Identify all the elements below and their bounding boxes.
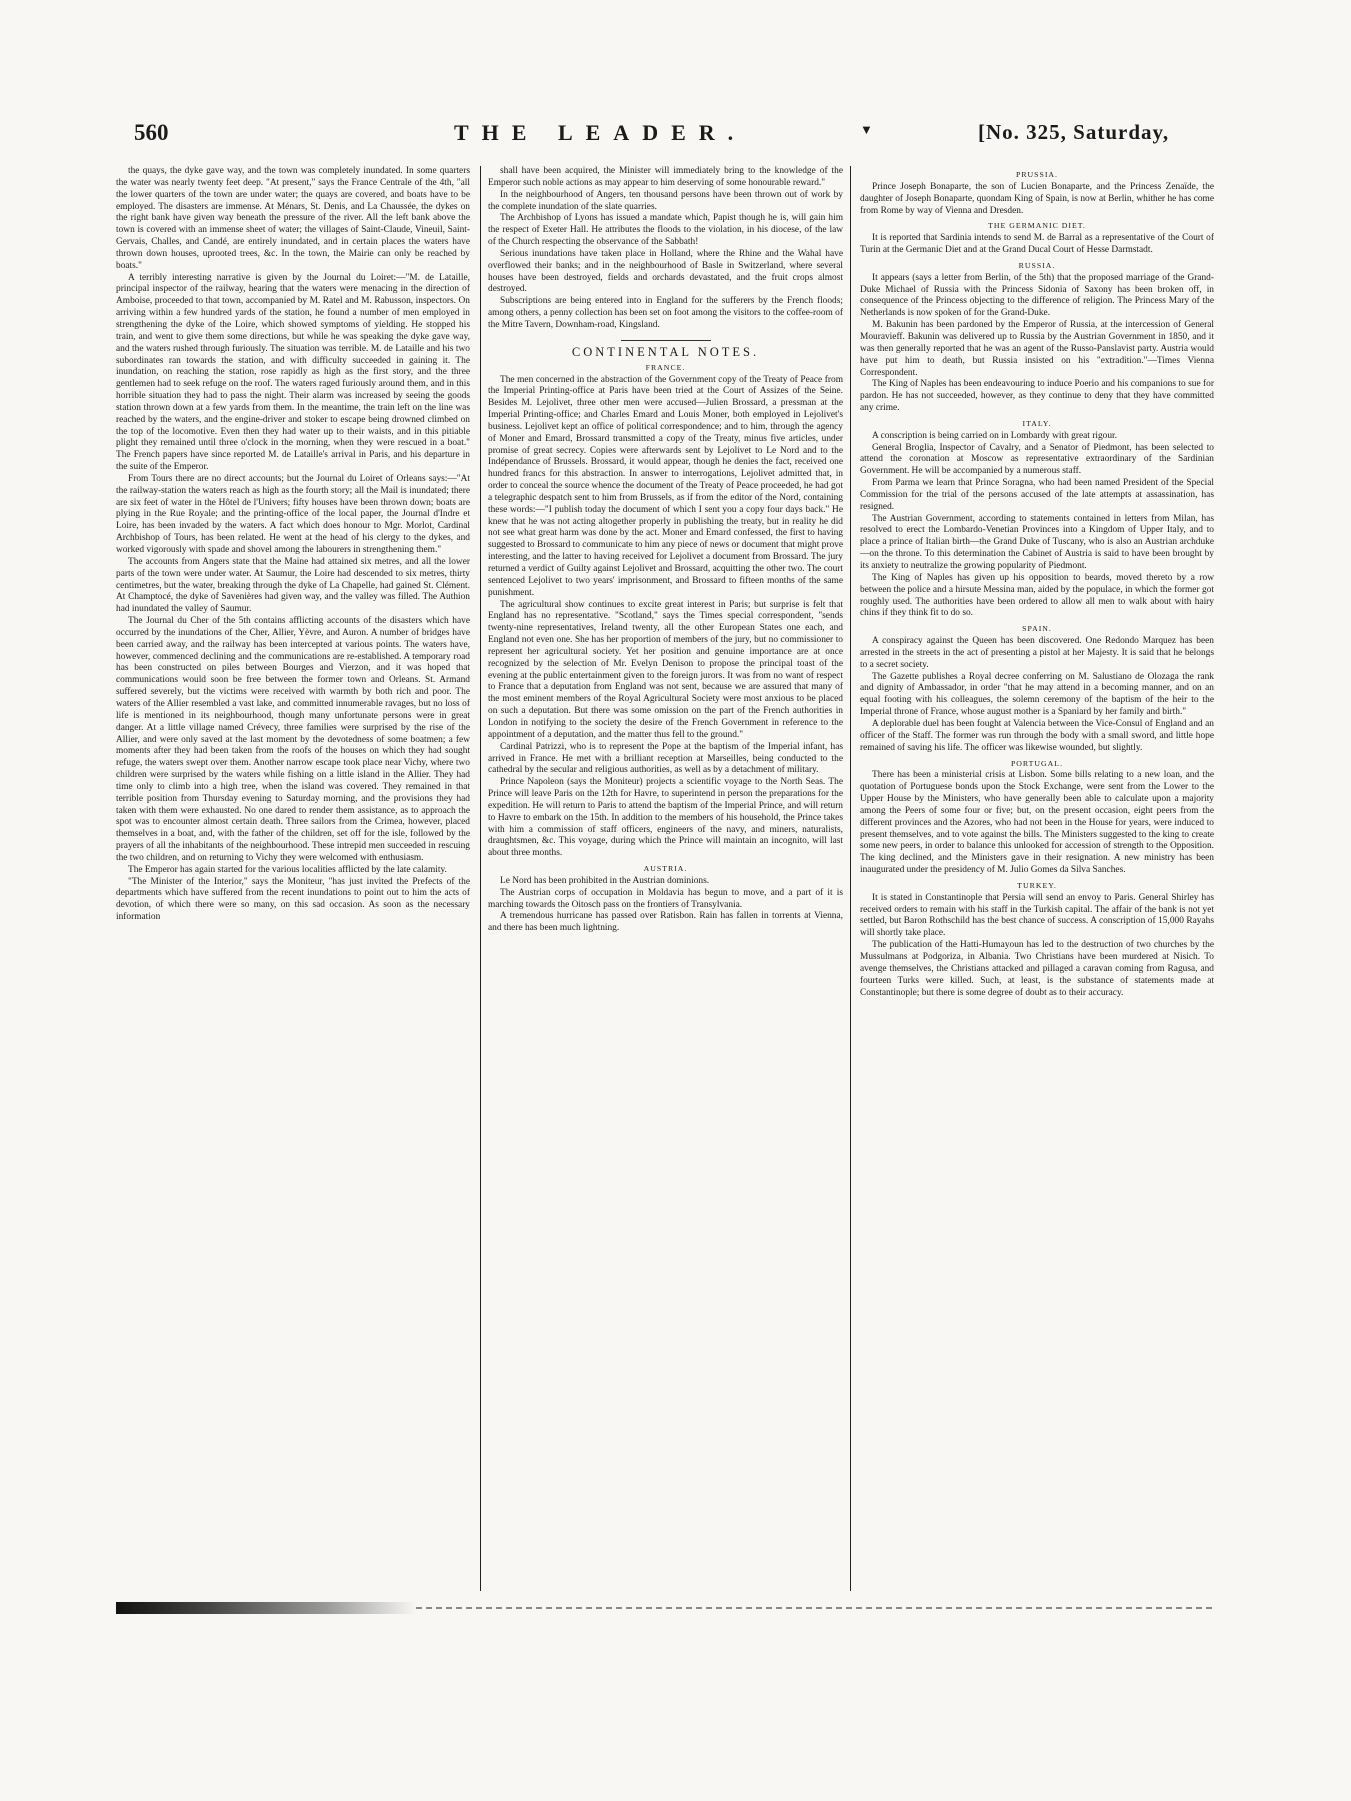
subheading-portugal: PORTUGAL. — [1010, 758, 1064, 768]
inundation-article-continued — [488, 166, 843, 332]
italy-notes — [860, 431, 1214, 621]
ink-mark: ▼ — [860, 122, 873, 137]
column-1 — [116, 166, 470, 1591]
paragraph: There has been a ministerial crisis at Lisbon. Some bills relating to a new loan, and the quotation of Portuguese bonds upon the Stock Exchange, were sent from the Lower to the Upper House by the Ministers, who have generally been able to calculate upon a majority among the Peers of some four or five; but, on the present occasion, eight peers from the different provinces and the Azores, who had not been in the House for years, were induced to present themselves, and to vote against the bills. The Ministers suggested to the king to create some new peers, in order to balance this unlooked for accession of strength to the Opposition. The king declined, and the Ministers gave in their resignation. A new ministry has been inaugurated under the presidency of M. Julio Gomes da Silva Sanches. — [860, 770, 1214, 876]
paragraph: The King of Naples has given up his opposition to beards, moved thereto by a row between the police and a hirsute Messina man, aided by the populace, in which the former got roughly used. The authorities have been ordered to allow all men to walk about with hairy chins if they think fit to do so. — [860, 572, 1214, 619]
section-separator — [621, 340, 711, 341]
prussia-notes — [860, 182, 1214, 218]
paragraph: A tremendous hurricane has passed over Ratisbon. Rain has fallen in torrents at Vienna, and there has been much lightning. — [488, 911, 843, 934]
spain-notes — [860, 636, 1214, 754]
paragraph: It is stated in Constantinople that Persia will send an envoy to Paris. General Shirley has received orders to remain with his staff in the Turkish capital. The affair of the bank is not yet settled, but Baron Rothschild has the best chance of success. A conscription of 15,000 Rayahs will shortly take place. — [860, 892, 1214, 939]
paragraph: The Austrian corps of occupation in Moldavia has begun to move, and a part of it is marching towards the Oitosch pass on the frontiers of Transylvania. — [488, 887, 843, 910]
paragraph: It is reported that Sardinia intends to send M. de Barral as a representative of the Court of Turin at the Germanic Diet and at the Grand Ducal Court of Hesse Darmstadt. — [860, 233, 1214, 256]
paragraph: A terribly interesting narrative is given by the Journal du Loiret:—"M. de Lataille, principal inspector of the railway, hearing that the waters were menacing in the direction of Amboise, proceeded to that town, accompanied by M. Ratel and M. Rabusson, inspectors. On arriving within a few hundred yards of the station, he found a number of men employed in strengthening the dyke of the Loire, which showed symptoms of yielding. He stopped his train, and went to give them some directions, but while he was speaking the dyke gave way, and the waters rushed through furiously. The situation was terrible. M. de Lataille and his two subordinates ran towards the station, and with difficulty succeeded in gaining it. The inundation, on reaching the station, rose rapidly as high as the first story, and the three gentlemen had to seek refuge on the roof. The waters raged furiously around them, and in this horrible situation they had to pass the night. Their alarm was increased by seeing the goods station thrown down at a few yards from them. In the meantime, the train left on the line was reached by the waters, and the engine-driver and stoker to escape being drowned climbed on the top of the locomotive. Even then they had water up to their waists, and in this pitiable plight they remained until three o'clock in the morning, when they were rescued in a boat." The French papers have since reported M. de Lataille's arrival in Paris, and his departure in the suite of the Emperor. — [116, 272, 470, 473]
paragraph: M. Bakunin has been pardoned by the Emperor of Russia, at the intercession of General Mouravieff. Bakunin was delivered up to Russia by the Austrian Government in 1850, and it was then generally reported that he was an agent of the Russo-Panslavist party. Austria would have put him to death, but Russia insisted on his "extradition."—Times Vienna Correspondent. — [860, 320, 1214, 378]
print-smudge — [116, 1598, 1214, 1618]
section-heading: CONTINENTAL NOTES. — [571, 344, 760, 359]
paragraph: The Austrian Government, according to statements contained in letters from Milan, has resolved to erect the Lombardo-Venetian Provinces into a Kingdom of Upper Italy, and to place a prince of Italian birth—the Grand Duke of Tuscany, who is also an Austrian archduke—on the throne. To this determination the Cabinet of Austria is said to have been brought by its anxiety to neutralize the growing popularity of Piedmont. — [860, 513, 1214, 571]
paragraph: The Emperor has again started for the various localities afflicted by the late calamity. — [128, 864, 447, 875]
paragraph: The Archbishop of Lyons has issued a mandate which, Papist though he is, will gain him the respect of Exeter Hall. He attributes the floods to the violation, in his diocese, of the law of the Church respecting the observance of the Sabbath! — [488, 213, 843, 248]
paragraph: Serious inundations have taken place in Holland, where the Rhine and the Wahal have overflowed their banks; and in the neighbourhood of Basle in Switzerland, where several houses have been destroyed, fields and orchards devastated, and the fruit crops almost destroyed. — [488, 248, 843, 295]
paragraph: the quays, the dyke gave way, and the town was completely inundated. In some quarters the water was nearly twenty feet deep. "At present," says the France Centrale of the 4th, "all the lower quarters of the town are under water; the quays are covered, and boats have to be employed. The disasters are immense. At Ménars, St. Denis, and La Chaussée, the dykes on the right bank have given way beneath the pressure of the river. All the left bank above the town is covered with an immense sheet of water; the villages of Saint-Claude, Vineuil, Saint-Gervais, Challes, and Candé, are entirely inundated, and in certain places the waters have thrown down houses, uprooted trees, &c. In the town, the Mairie can only be reached by boats." — [116, 166, 470, 271]
paragraph: Le Nord has been prohibited in the Austrian dominions. — [500, 875, 710, 886]
column-3 — [860, 166, 1214, 1591]
inundation-article — [116, 166, 470, 924]
paragraph: In the neighbourhood of Angers, ten thousand persons have been thrown out of work by the complete inundation of the slate quarries. — [488, 189, 843, 212]
subheading-france: FRANCE. — [645, 362, 686, 372]
paragraph: The agricultural show continues to excite great interest in Paris; but surprise is felt that England has no representative. "Scotland," says the Times special correspondent, "sends twenty-nine representatives, Ireland twenty, all the other European States one each, and England not even one. She has her proportion of members of the jury, but no commissioner to represent her agricultural society. Yet her position and genuine importance are at once recognized by the selection of Mr. Evelyn Denison to propose the principal toast of the evening at the public entertainment given to the foreign jurors. It was from no want of respect to France that a deputation from England was not sent, because we are assured that many of the most eminent members of the Royal Agricultural Society were most anxious to be placed on such a deputation. But there was some omission on the part of the French authorities in London in notifying to the society the desire of the French Government in reference to the appointment of a deputation, and the matter thus fell to the ground." — [488, 599, 843, 740]
paragraph: A conscription is being carried on in Lombardy with great rigour. — [872, 430, 1117, 441]
subheading-spain: SPAIN. — [1022, 624, 1052, 634]
paragraph: Cardinal Patrizzi, who is to represent the Pope at the baptism of the Imperial infant, has arrived in France. He met with a brilliant reception at Marseilles, being conducted to the cathedral by the secular and religious authorities, as well as by a detachment of military. — [488, 741, 843, 776]
paragraph: "The Minister of the Interior," says the Moniteur, "has just invited the Prefects of the departments which have suffered from the recent inundations to point out to him the acts of devotion, of which there were so many, on this sad occasion. As soon as the necessary information — [116, 876, 470, 923]
subheading-turkey: TURKEY. — [1017, 880, 1057, 890]
paragraph: Prince Joseph Bonaparte, the son of Lucien Bonaparte, and the Princess Zenaïde, the daughter of Joseph Bonaparte, quondam King of Spain, is now at Berlin, whither he has come from Rome by way of Vienna and Dresden. — [860, 181, 1214, 216]
newspaper-title: THE LEADER. — [454, 120, 747, 145]
paragraph: The King of Naples has been endeavouring to induce Poerio and his companions to sue for pardon. He has not succeeded, however, as they continue to deny that they have committed any crime. — [860, 379, 1214, 414]
paragraph: The Journal du Cher of the 5th contains afflicting accounts of the disasters which have occurred by the inundations of the Cher, Allier, Yèvre, and Auron. A number of bridges have been carried away, and the railway has been intercepted at various points. The waters have, however, commenced declining and the communications are re-established. A temporary road has been constructed on piles between Bourges and Vierzon, and it was hoped that communications would soon be free between the former town and Orleans. St. Armand suffered severely, but the victims were received with warmth by both rich and poor. The waters of the Allier resembled a vast lake, and committed innumerable ravages, but no loss of life is mentioned in its neighbourhood, though many unfortunate persons were in great danger. At a little village named Crévecy, three families were surprised by the rise of the Allier, and were only saved at the last moment by the devotedness of some boatmen; a few moments after they had been taken from the roofs of the houses on which they had sought refuge, the waters swept over them. Another narrow escape took place near Vichy, where two children were surprised by the waters while fishing on a little island in the Allier. They had time only to climb into a high tree, when the island was covered. They remained in that terrible position from Thursday evening to Saturday morning, and the provisions they had taken with them were exhausted. No one dared to render them assistance, as to approach the spot was to encounter almost certain death. Three sailors from the Crimea, however, placed themselves in a boat, and, with the father of the children, set off for the isle, followed by the prayers of all the inhabitants of the neighbourhood. These intrepid men succeeded in rescuing the two children, and on returning to Vichy they were welcomed with enthusiasm. — [116, 616, 470, 863]
print-smudge-faint — [416, 1607, 1214, 1609]
subheading-germanic-diet: THE GERMANIC DIET. — [988, 221, 1086, 231]
paragraph: From Tours there are no direct accounts; but the Journal du Loiret of Orleans says:—"At the railway-station the waters reach as high as the fourth story; all the Mail is inundated; there are six feet of water in the Hôtel de l'Univers; fifty houses have been thrown down; boats are plying in the Rue Royale; and the printing-office of the local paper, the Journal d'Indre et Loire, has been invaded by the waters. A fact which does honour to Mgr. Morlot, Cardinal Archbishop of Tours, has been related. He went at the head of his clergy to the dykes, and worked vigorously with spade and shovel among the labourers in strengthening them." — [116, 473, 470, 555]
paragraph: The Gazette publishes a Royal decree conferring on M. Salustiano de Olozaga the rank and dignity of Ambassador, in order "that he may attend in a becoming manner, and on an equal footing with his colleagues, the solemn ceremony of the baptism of the heir to the Imperial throne of France, whose august mother is a Spaniard by her family and birth." — [860, 671, 1214, 718]
paragraph: General Broglia, Inspector of Cavalry, and a Senator of Piedmont, has been selected to attend the coronation at Moscow as representative extraordinary of the Sardinian Government. He will be accompanied by a numerous staff. — [860, 442, 1214, 477]
russia-notes — [860, 273, 1214, 415]
france-notes — [488, 375, 843, 861]
austria-notes — [488, 876, 843, 935]
subheading-italy: ITALY. — [1022, 418, 1052, 428]
column-2 — [488, 166, 843, 1591]
column-rule — [480, 166, 481, 1591]
paragraph: The men concerned in the abstraction of the Government copy of the Treaty of Peace from the Imperial Printing-office at Paris have been tried at the Court of Assizes of the Seine. Besides M. Lejolivet, three other men were accused—Julien Brossard, a pressman at the Imperial Printing-office; and Charles Emard and Louis Moner, both employed in Lejolivet's business. Lejolivet kept an office of political correspondence; and to him, through the agency of Moner and Emard, Brossard transmitted a copy of the Treaty, minus five articles, under promise of great secrecy. Copies were afterwards sent by Lejolivet to Le Nord and to the Indépendance of Brussels. Brossard, it would appear, though he denies the fact, received one hundred francs for this abstraction. In answer to interrogations, Lejolivet admitted that, in order to conceal the source whence the document of the Treaty of Peace proceeded, he had got a telegraphic despatch sent to him from Brussels, as if from the editor of the Nord, containing these words:—"I publish today the document of which I sent you a copy four days back." He knew that he was not acting altogether properly in publishing the treaty, but in reality he did not see what great harm was done by the act. Moner and Emard confessed, the first to having suggested to Brossard to communicate to him any piece of news or document that might prove interesting, and the latter to having received for Lejolivet a document from Brossard. The jury returned a verdict of Guilty against Lejolivet and Brossard, acquitting the other two. The court sentenced Lejolivet to two years' imprisonment, and Brossard to fifteen months of the same punishment. — [488, 374, 843, 598]
paragraph: Subscriptions are being entered into in England for the sufferers by the French floods; among others, a penny collection has been set on foot among the visitors to the coffee-room of the Mitre Tavern, Downham-road, Kingsland. — [488, 296, 843, 330]
paragraph: It appears (says a letter from Berlin, of the 5th) that the proposed marriage of the Grand-Duke Michael of Russia with the Princess Sidonia of Saxony has been broken off, in consequence of the Princess objecting to the difference of religion. The Princess Mary of the Netherlands is now spoken of for the Grand-Duke. — [860, 272, 1214, 319]
page-number: 560 — [134, 120, 169, 145]
issue-info: [No. 325, Saturday, — [978, 120, 1170, 144]
paragraph: A conspiracy against the Queen has been discovered. One Redondo Marquez has been arrested in the streets in the act of presenting a pistol at her Majesty. It is said that he belongs to a secret society. — [860, 636, 1214, 670]
subheading-prussia: PRUSSIA. — [1015, 170, 1059, 179]
paragraph: The accounts from Angers state that the Maine had attained six metres, and all the lower parts of the town were under water. At Saumur, the Loire had descended to six metres, thirty centimetres, but the water, breaking through the dyke of La Chapelle, had gained St. Clément. At Champtocé, the dyke of Savenières had given way, and the valley was filled. The Authion had inundated the valley of Saumur. — [116, 556, 470, 615]
paragraph: The publication of the Hatti-Humayoun has led to the destruction of two churches by the Mussulmans at Podgoriza, in Albania. Two Christians have been murdered at Nisich. To avenge themselves, the Christians attacked and pillaged a caravan coming from Ragusa, and fourteen Turks were killed. Such, at least, is the substance of statements made at Constantinople; but there is some degree of doubt as to their accuracy. — [860, 940, 1214, 998]
print-smudge-dark — [116, 1602, 416, 1614]
turkey-notes — [860, 893, 1214, 1000]
column-rule — [850, 166, 851, 1591]
paragraph: A deplorable duel has been fought at Valencia between the Vice-Consul of England and an officer of the Staff. The former was run through the body with a small sword, and little hope remained of saving his life. The officer was likewise wounded, but slightly. — [860, 718, 1214, 753]
paragraph: shall have been acquired, the Minister will immediately bring to the knowledge of the Emperor such noble actions as may appear to him deserving of some honourable reward." — [488, 166, 843, 188]
paragraph: Prince Napoleon (says the Moniteur) projects a scientific voyage to the North Seas. The Prince will leave Paris on the 12th for Havre, to superintend in person the preparations for the expedition. He will return to Paris to attend the baptism of the Imperial Prince, and will return to Havre to embark on the 15th. In addition to the members of his household, the Prince takes with him a commission of staff officers, engineers of the navy, and miners, naturalists, draughtsmen, &c. This voyage, during which the Prince will maintain an incognito, will last about three months. — [488, 777, 843, 859]
page-header — [112, 118, 1240, 158]
subheading-austria: AUSTRIA. — [643, 864, 688, 874]
portugal-notes — [860, 770, 1214, 877]
germanic-diet-notes — [860, 233, 1214, 257]
paragraph: From Parma we learn that Prince Soragna, who had been named President of the Special Commission for the trial of the persons accused of the late attempts at assassination, has resigned. — [860, 478, 1214, 512]
subheading-russia: RUSSIA. — [1018, 260, 1056, 270]
